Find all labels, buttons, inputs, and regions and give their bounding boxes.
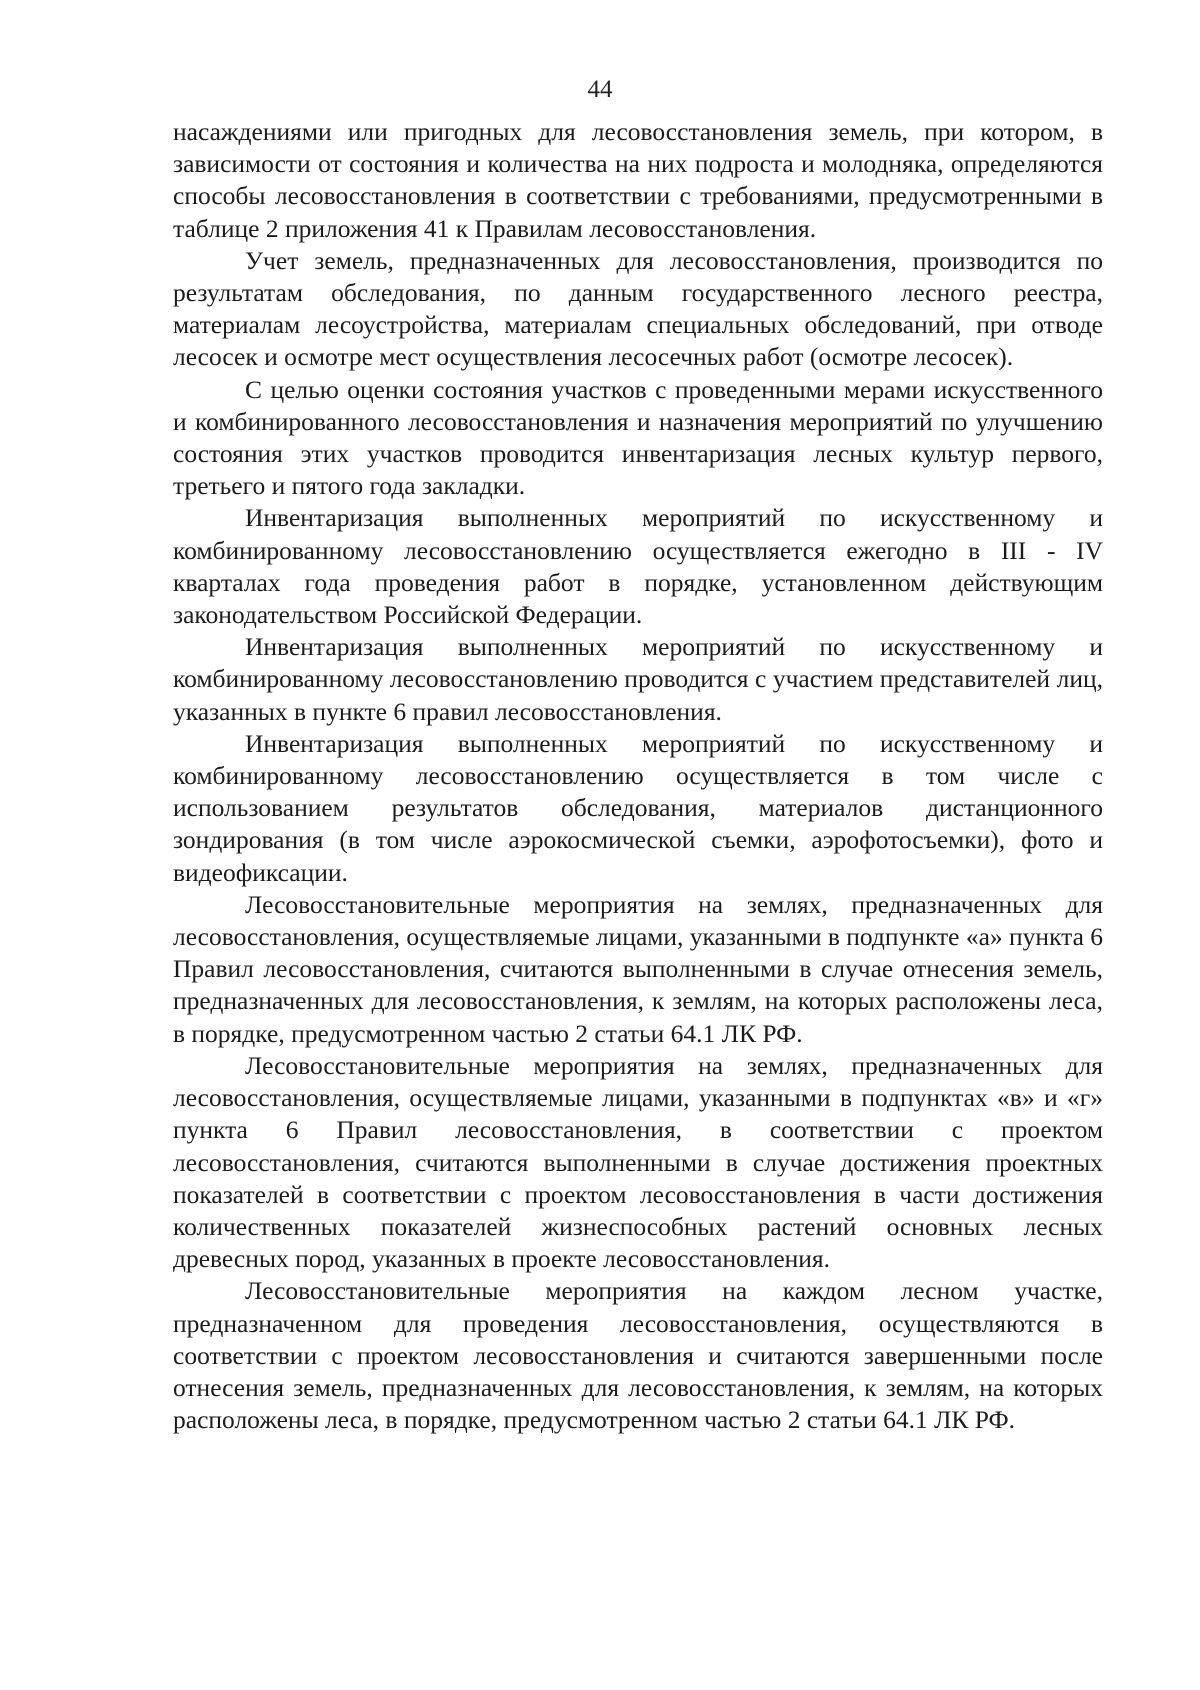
paragraph-7: Лесовосстановительные мероприятия на землях, предназначенных для лесовосстановления, осуществляемые лицами, указанными в подпункте «а» пункта 6 Правил лесовосстановления, считаются выполненными в случае отнесения земель, предназначенных для лесовосстановления, к землям, на которых расположены леса, в порядке, предусмотренном частью 2 статьи 64.1 ЛК РФ. bbox=[173, 889, 1104, 1048]
paragraph-1: насаждениями или пригодных для лесовосстановления земель, при котором, в зависимости от состояния и количества на них подроста и молодняка, определяются способы лесовосстановления в соответствии с требованиями, предусмотренными в таблице 2 приложения 41 к Правилам лесовосстановления. bbox=[173, 117, 1103, 243]
paragraph-8: Лесовосстановительные мероприятия на землях, предназначенных для лесовосстановления, осуществляемые лицами, указанными в подпунктах «в» и «г» пункта 6 Правил лесовосстановления, в соответствии с проектом лесовосстановления, считаются выполненными в случае достижения проектных показателей в соответствии с проектом лесовосстановления в части достижения количественных показателей жизнеспособных растений основных лесных древесных пород, указанных в проекте лесовосстановления. bbox=[173, 1050, 1103, 1274]
paragraph-9: Лесовосстановительные мероприятия на каждом лесном участке, предназначенном для проведения лесовосстановления, осуществляются в соответствии с проектом лесовосстановления и считаются завершенными после отнесения земель, предназначенных для лесовосстановления, к землям, на которых расположены леса, в порядке, предусмотренном частью 2 статьи 64.1 ЛК РФ. bbox=[173, 1276, 1103, 1435]
paragraph-5: Инвентаризация выполненных мероприятий по искусственному и комбинированному лесовосстановлению проводится с участием представителей лиц, указанных в пункте 6 правил лесовосстановления. bbox=[173, 632, 1103, 726]
paragraph-4: Инвентаризация выполненных мероприятий по искусственному и комбинированному лесовосстановлению осуществляется ежегодно в III - IV кварталах года проведения работ в порядке, установленном действующим законодательством Российской Федерации. bbox=[173, 503, 1103, 630]
paragraph-2: Учет земель, предназначенных для лесовосстановления, производится по результатам обследования, по данным государственного лесного реестра, материалам лесоустройства, материалам специальных обследований, при отводе лесосек и осмотре мест осуществления лесосечных работ (осмотре лесосек). bbox=[173, 245, 1103, 372]
paragraph-6: Инвентаризация выполненных мероприятий по искусственному и комбинированному лесовосстановлению осуществляется в том числе с использованием результатов обследования, материалов дистанционного зондирования (в том числе аэрокосмической съемки, аэрофотосъемки), фото и видеофиксации. bbox=[173, 728, 1103, 887]
paragraph-3: С целью оценки состояния участков с проведенными мерами искусственного и комбинированного лесовосстановления и назначения мероприятий по улучшению состояния этих участков проводится инвентаризация лесных культур первого, третьего и пятого года закладки. bbox=[173, 374, 1103, 501]
page-number: 44 bbox=[587, 76, 613, 103]
document-body bbox=[173, 116, 1103, 1436]
